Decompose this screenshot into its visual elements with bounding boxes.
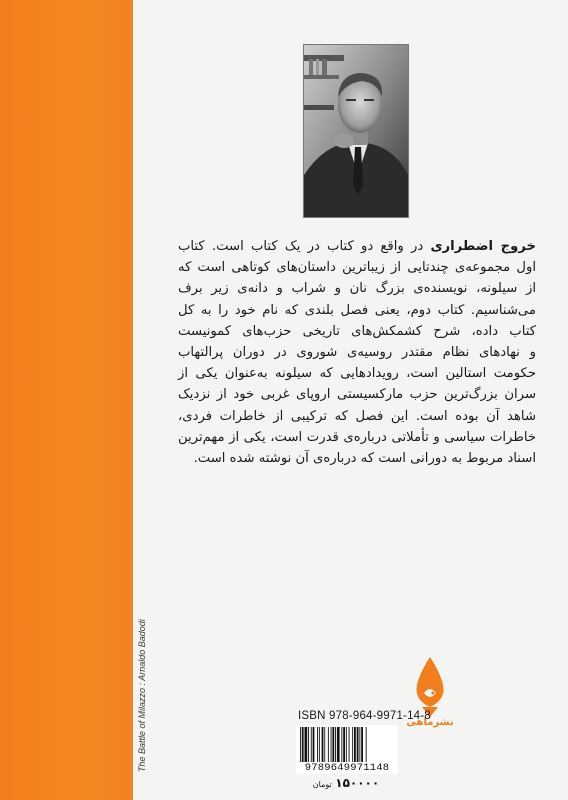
blurb-line: [178, 236, 536, 257]
blurb-line: می‌شناسیم. کتاب دوم، یعنی فصل بلندی که نام خود را به کل: [178, 302, 536, 318]
blurb-line: شاهد آن بوده است. این فصل که ترکیبی از خاطرات فردی،: [178, 408, 536, 424]
spine-title-text: The Battle of Milazzo : Arnaldo Badodi: [137, 619, 147, 772]
barcode-bar: [366, 727, 367, 763]
barcode-bar: [308, 727, 309, 763]
barcode-bar: [302, 727, 304, 763]
author-portrait-svg: [304, 45, 408, 217]
barcode-bar: [324, 727, 325, 763]
barcode-bar: [341, 727, 342, 763]
barcode-bar: [313, 727, 315, 763]
book-title: خروج اضطراری: [430, 239, 536, 254]
blurb-line: اسناد مربوط به دورانی است که درباره‌ی آن نوشته شده است.: [193, 451, 536, 467]
blurb-line: سران بزرگ‌ترین حزب مارکسیستی اروپای غربی خود از نزدیک: [178, 387, 536, 403]
author-portrait-photo: [303, 44, 409, 218]
blurb-line: حکومت استالین است، رویدادهایی که سیلونه به‌عنوان یکی از: [178, 366, 536, 382]
barcode-bar: [305, 727, 308, 763]
barcode-bar: [349, 727, 350, 763]
blurb-line: و نهادهای نظام مقتدر روسیه‌ی شوروی در دوران پرالتهاب: [178, 345, 536, 361]
blurb-line: خاطرات سیاسی و تأملاتی درباره‌ی قدرت است، یکی از مهم‌ترین: [178, 429, 536, 445]
publisher-name: نشرماهی: [406, 717, 454, 728]
barcode-bar: [331, 727, 332, 763]
barcode-digits: 9789649971148: [298, 762, 396, 774]
barcode-bar: [354, 727, 356, 763]
barcode-bar: [337, 727, 340, 763]
barcode-bar: [322, 727, 324, 763]
barcode-bar: [343, 727, 345, 763]
price-amount: ۱۵۰۰۰۰: [335, 776, 380, 790]
barcode-bar: [352, 727, 353, 763]
blurb-line: از سیلونه، نویسنده‌ی بزرگ نان و شراب و دانه‌ی زیر برف: [178, 281, 536, 297]
isbn-label: ISBN 978-964-9971-14-8: [298, 710, 431, 722]
price-unit: تومان: [312, 780, 332, 789]
barcode-bar: [346, 727, 347, 763]
barcode-bar: [359, 727, 360, 763]
barcode-bar: [317, 727, 318, 763]
barcode-bar: [311, 727, 312, 763]
blurb-line-text: در واقع دو کتاب در یک کتاب است. کتاب: [178, 239, 424, 254]
barcode-bar: [335, 727, 336, 763]
barcode-bar: [361, 727, 363, 763]
barcode-bar: [300, 727, 301, 763]
barcode-bar: [357, 727, 359, 763]
orange-color-band: [0, 0, 133, 800]
blurb-paragraph: [178, 236, 536, 469]
price-label: [296, 776, 396, 790]
barcode-bar: [319, 727, 320, 763]
barcode-bar: [332, 727, 334, 763]
barcode-bar: [328, 727, 329, 763]
blurb-line: کتاب داده، شرح کشمکش‌های تاریخی حزب‌های کمونیست: [178, 323, 536, 339]
blurb-line: اول مجموعه‌ی چندتایی از زیباترین داستان‌های کوتاهی است که: [178, 260, 536, 276]
